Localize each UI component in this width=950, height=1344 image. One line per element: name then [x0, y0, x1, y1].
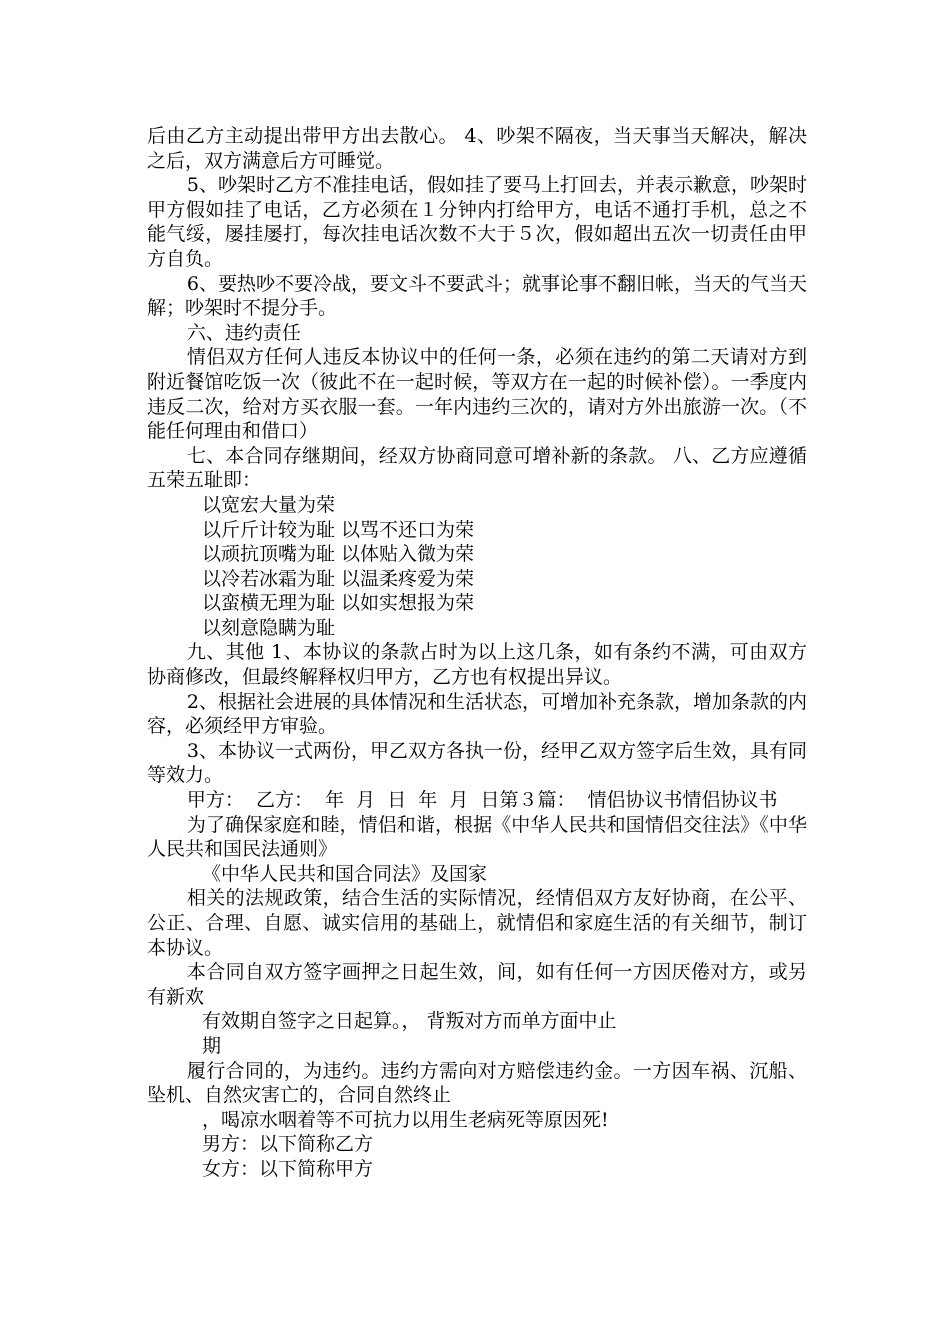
body-paragraph-20: 本合同自双方签字画押之日起生效，间，如有任何一方因厌倦对方，或另有新欢	[147, 961, 807, 1008]
list-item-honor-4: 以冷若冰霜为耻 以温柔疼爱为荣	[202, 567, 475, 590]
body-paragraph-18: 《中华人民共和国合同法》及国家	[202, 862, 488, 885]
body-paragraph-17: 为了确保家庭和睦，情侣和谐，根据《中华人民共和国情侣交往法》《中华人民共和国民法通则》	[147, 813, 807, 861]
list-item-honor-6: 以刻意隐瞒为耻	[202, 616, 336, 639]
party-male-line: 男方：以下简称乙方	[202, 1133, 374, 1156]
signature-line: 甲方： 乙方： 年 月 日 年 月 日第３篇： 情侣协议书情侣协议书	[186, 789, 778, 812]
section-heading-breach: 六、违约责任	[186, 321, 301, 344]
body-paragraph-14: 2、根据社会进展的具体情况和生活状态，可增加补充条款，增加条款的内容，必须经甲方审验。	[147, 690, 807, 738]
body-paragraph-6: 七、本合同存继期间，经双方协商同意可增补新的条款。 八、乙方应遵循五荣五耻即：	[147, 444, 807, 492]
list-item-honor-1: 以宽宏大量为荣	[202, 493, 336, 516]
body-paragraph-5: 情侣双方任何人违反本协议中的任何一条，必须在违约的第二天请对方到附近餐馆吃饭一次（彼此不在一起时候，等双方在一起的时候补偿）。一季度内违反二次，给对方买衣服一套。一年内违约三次的，请对方外出旅游一次。（不能任何理由和借口）	[147, 346, 807, 443]
list-item-honor-2: 以斤斤计较为耻 以骂不还口为荣	[202, 518, 475, 541]
list-item-honor-3: 以顽抗顶嘴为耻 以体贴入微为荣	[202, 543, 475, 566]
party-female-line: 女方：以下简称甲方	[202, 1157, 374, 1180]
body-paragraph-2: 5、吵架时乙方不准挂电话，假如挂了要马上打回去，并表示歉意，吵架时甲方假如挂了电话，乙方必须在１分钟内打给甲方，电话不通打手机，总之不能气绥，屡挂屡打，每次挂电话次数不大于５次，假如超出五次一切责任由甲方自负。	[147, 174, 807, 270]
body-paragraph-15: 3、本协议一式两份，甲乙双方各执一份，经甲乙双方签字后生效，具有同等效力。	[147, 739, 807, 787]
body-paragraph-24: ，喝凉水咽着等不可抗力以用生老病死等原因死!	[202, 1108, 609, 1131]
body-paragraph-23: 履行合同的，为违约。违约方需向对方赔偿违约金。一方因车祸、沉船、坠机、自然灾害亡的，合同自然终止	[147, 1059, 807, 1107]
body-paragraph-22: 期	[202, 1034, 222, 1057]
body-paragraph-1: 后由乙方主动提出带甲方出去散心。 4、吵架不隔夜，当天事当天解决，解决之后，双方满意后方可睡觉。	[147, 125, 807, 172]
body-paragraph-21: 有效期自签字之日起算。， 背叛对方而单方面中止	[202, 1010, 617, 1033]
list-item-honor-5: 以蛮横无理为耻 以如实想报为荣	[202, 592, 475, 615]
body-paragraph-3: 6、要热吵不要冷战，要文斗不要武斗；就事论事不翻旧帐，当天的气当天解；吵架时不提分手。	[147, 272, 807, 320]
document-page	[147, 124, 807, 1182]
body-paragraph-19: 相关的法规政策，结合生活的实际情况，经情侣双方友好协商，在公平、公正、合理、自愿、诚实信用的基础上，就情侣和家庭生活的有关细节，制订本协议。	[147, 887, 807, 959]
body-paragraph-13: 九、其他 1、本协议的条款占时为以上这几条，如有条约不满，可由双方协商修改，但最终解释权归甲方，乙方也有权提出异议。	[147, 641, 807, 689]
